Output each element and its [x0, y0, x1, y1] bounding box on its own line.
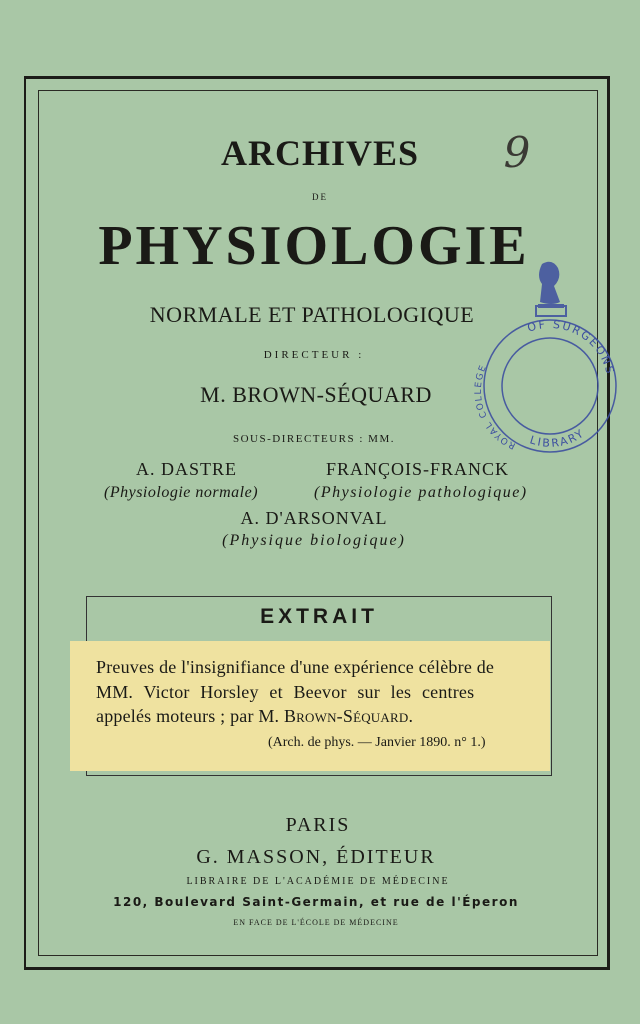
extrait-line-text: appelés moteurs ; par M.	[96, 706, 284, 726]
journal-title-de: DE	[312, 192, 328, 202]
publisher-name: G. MASSON, ÉDITEUR	[196, 846, 436, 868]
stamp-bottom-text: LIBRARY	[528, 426, 588, 450]
sous-directeur-field: (Physiologie normale)	[104, 484, 259, 501]
publisher-line: LIBRAIRE DE L'ACADÉMIE DE MÉDECINE	[186, 876, 450, 887]
publisher-city: PARIS	[285, 814, 351, 836]
directeur-name: M. BROWN-SÉQUARD	[200, 382, 432, 407]
publisher-address: 120, Boulevard Saint-Germain, et rue de l'Éperon	[113, 895, 519, 909]
sous-directeur-field: (Physique biologique)	[222, 532, 406, 549]
extrait-author: Brown-Séquard.	[283, 706, 414, 726]
sous-directeur-field: (Physiologie pathologique)	[314, 484, 528, 501]
extrait-line: MM. Victor Horsley et Beevor sur les centres	[96, 682, 475, 702]
sous-directeur-name: A. D'ARSONVAL	[240, 508, 388, 528]
sous-directeur-name: FRANÇOIS-FRANCK	[326, 459, 510, 479]
extrait-label: EXTRAIT	[260, 605, 378, 628]
journal-title-top: ARCHIVES	[220, 133, 420, 173]
stamp-left-text: ROYAL COLLEGE	[473, 363, 518, 451]
extrait-line	[96, 706, 536, 727]
journal-subtitle: NORMALE ET PATHOLOGIQUE	[149, 302, 475, 327]
handwritten-number: 9	[503, 128, 531, 177]
sous-directeur-name: A. DASTRE	[136, 459, 238, 479]
directeur-label: DIRECTEUR :	[263, 349, 365, 361]
stamp-top-text: OF SURGEONS	[525, 317, 617, 377]
extrait-line: Preuves de l'insignifiance d'une expérience célèbre de	[96, 657, 495, 677]
journal-title-main: PHYSIOLOGIE	[98, 215, 530, 277]
sous-directeurs-label: SOUS-DIRECTEURS : MM.	[233, 433, 395, 445]
extrait-reference: (Arch. de phys. — Janvier 1890. n° 1.)	[268, 735, 486, 750]
publisher-line: EN FACE DE L'ÉCOLE DE MÉDECINE	[233, 918, 399, 927]
